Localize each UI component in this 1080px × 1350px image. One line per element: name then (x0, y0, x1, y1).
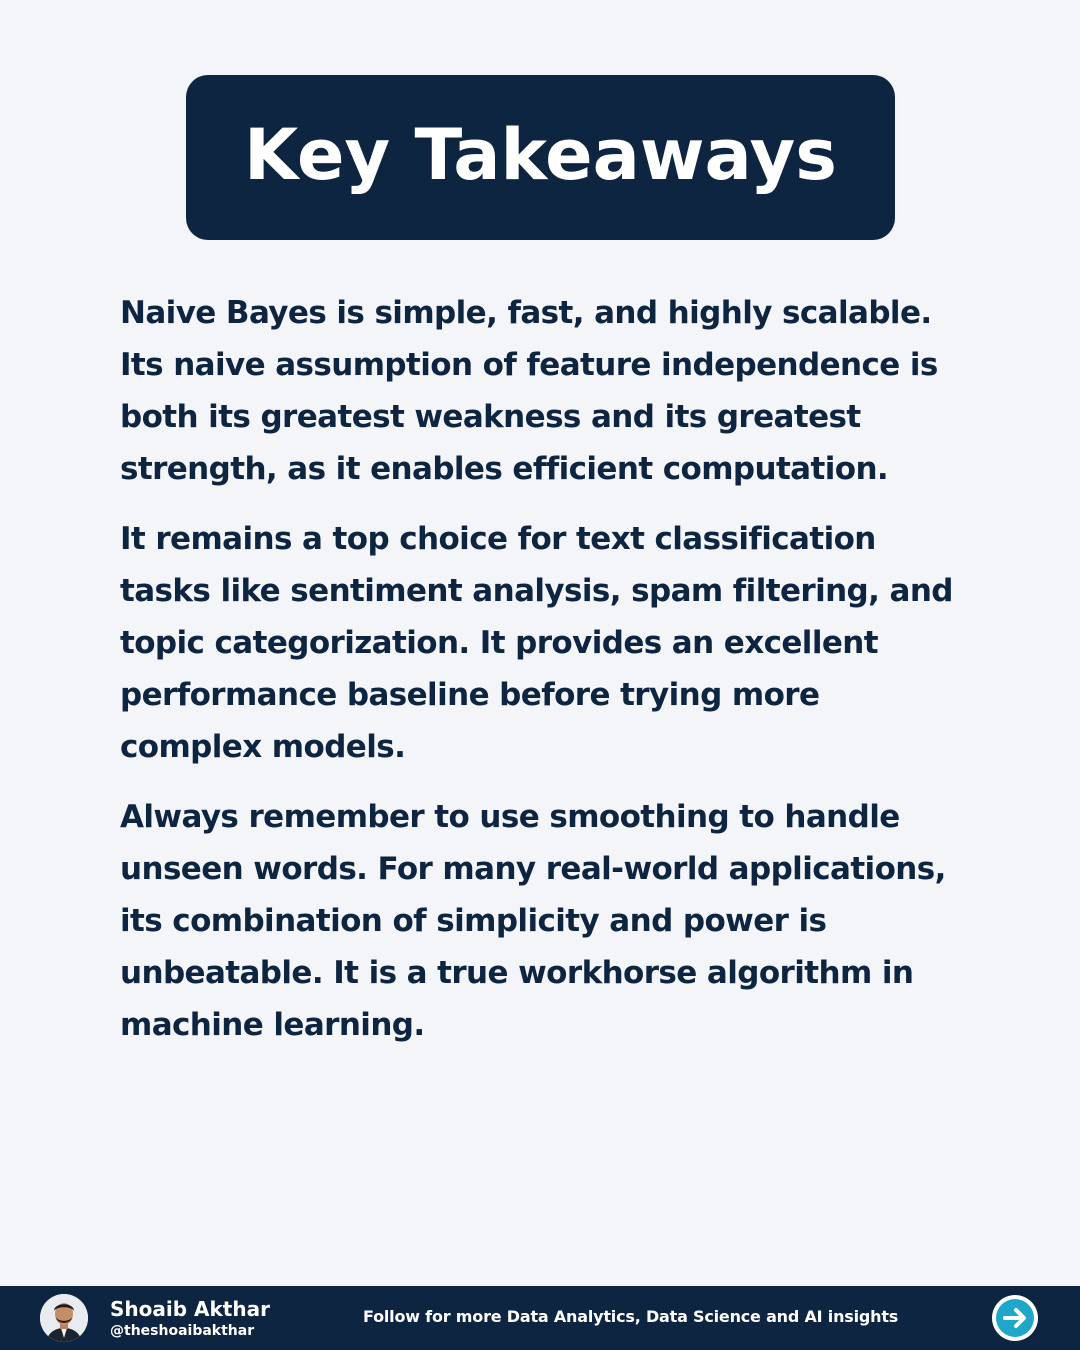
takeaway-paragraph: It remains a top choice for text classification tasks like sentiment analysis, spam filtering, and topic categorization. It provides an excellent performance baseline before trying more complex models. (120, 521, 953, 765)
avatar (40, 1294, 88, 1342)
footer-bar (0, 1286, 1080, 1350)
takeaway-paragraph: Naive Bayes is simple, fast, and highly scalable. Its naive assumption of feature independence is both its greatest weakness and its greatest strength, as it enables efficient computation. (120, 295, 938, 487)
follow-tagline: Follow for more Data Analytics, Data Science and AI insights (363, 1307, 899, 1326)
author-name: Shoaib Akthar (110, 1297, 270, 1321)
takeaways-content (120, 287, 970, 1069)
avatar-portrait-icon (40, 1294, 88, 1342)
next-slide-button[interactable] (992, 1295, 1038, 1341)
arrow-right-circle-icon (992, 1295, 1038, 1341)
page-title: Key Takeaways (244, 113, 837, 196)
title-banner (186, 75, 895, 240)
author-handle: @theshoaibakthar (110, 1323, 255, 1339)
takeaway-paragraph: Always remember to use smoothing to handle unseen words. For many real-world applications, its combination of simplicity and power is unbeatable. It is a true workhorse algorithm in machine learning. (120, 799, 946, 1043)
